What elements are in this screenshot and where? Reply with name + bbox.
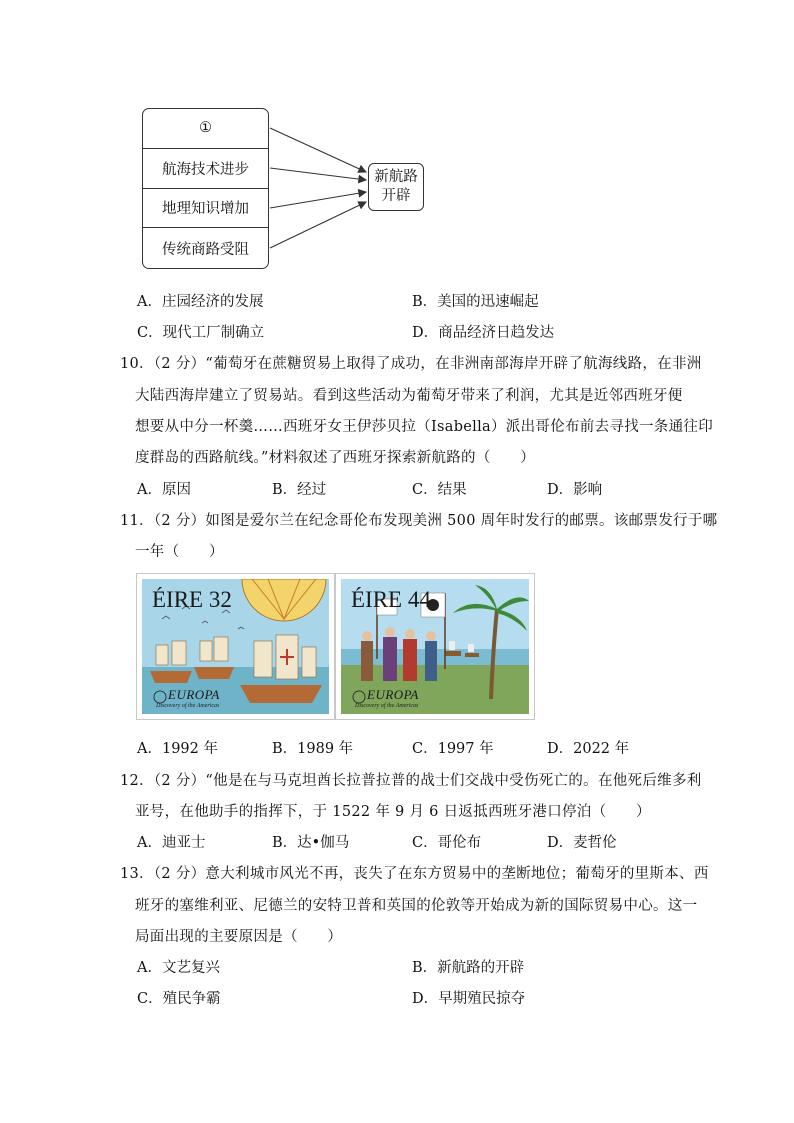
- q12-option-d[interactable]: D．麦哲伦: [547, 835, 617, 851]
- stamp-1-subtitle: Discovery of the Americas: [156, 703, 220, 709]
- factor-geography-knowledge: 地理知识增加: [143, 189, 268, 229]
- q11-option-c[interactable]: C．1997 年: [412, 741, 494, 757]
- q9-option-b[interactable]: B．美国的迅速崛起: [412, 294, 539, 310]
- stamp-2-title: ÉIRE 44: [351, 587, 431, 612]
- q10-option-d[interactable]: D．影响: [547, 482, 603, 498]
- q13-line-1: 13．（2 分）意大利城市风光不再，丧失了在东方贸易中的垄断地位；葡萄牙的里斯本、西: [120, 866, 709, 882]
- q12-option-b[interactable]: B．达•伽马: [272, 835, 350, 851]
- q10-option-b[interactable]: B．经过: [272, 482, 327, 498]
- q9-option-d[interactable]: D．商品经济日趋发达: [412, 325, 555, 341]
- q11-option-d[interactable]: D．2022 年: [547, 741, 630, 757]
- stamp-image: [137, 574, 534, 719]
- arrow-3: [270, 192, 366, 208]
- q11-option-b[interactable]: B．1989 年: [272, 741, 354, 757]
- result-box: [368, 163, 424, 211]
- q13-option-b[interactable]: B．新航路的开辟: [412, 960, 525, 976]
- q13-option-a[interactable]: A．文艺复兴: [137, 960, 220, 976]
- q13-line-3: 局面出现的主要原因是（ ）: [135, 929, 343, 945]
- arrow-1: [270, 128, 366, 172]
- q11-line-2: 一年（ ）: [135, 544, 224, 560]
- q10-line-3: 想要从中分一杯羹……西班牙女王伊莎贝拉（Isabella）派出哥伦布前去寻找一条通往印: [135, 419, 713, 435]
- q13-option-c[interactable]: C．殖民争霸: [137, 991, 221, 1007]
- q11-option-a[interactable]: A．1992 年: [137, 741, 218, 757]
- factor-navigation-tech: 航海技术进步: [143, 149, 268, 189]
- stamp-eire-44: [336, 574, 534, 719]
- arrow-2: [270, 168, 366, 180]
- q10-line-2: 大陆西海岸建立了贸易站。看到这些活动为葡萄牙带来了利润，尤其是近邻西班牙便: [135, 388, 683, 404]
- factor-blank: ①: [143, 109, 268, 149]
- q9-option-a[interactable]: A．庄园经济的发展: [137, 294, 264, 310]
- stamp-1-title: ÉIRE 32: [152, 587, 232, 612]
- q9-option-c[interactable]: C．现代工厂制确立: [137, 325, 265, 341]
- q13-line-2: 班牙的塞维利亚、尼德兰的安特卫普和英国的伦敦等开始成为新的国际贸易中心。这一: [135, 898, 698, 914]
- stamp-1-europa: EUROPA: [168, 687, 220, 702]
- result-line-1: 新航路: [374, 169, 418, 185]
- q10-line-1: 10．（2 分）“葡萄牙在蔗糖贸易上取得了成功，在非洲南部海岸开辟了航海线路，在非洲: [120, 356, 702, 372]
- arrow-4: [270, 202, 366, 248]
- q13-option-d[interactable]: D．早期殖民掠夺: [412, 991, 526, 1007]
- factor-list: [142, 108, 269, 269]
- q12-line-1: 12．（2 分）“他是在与马克坦酋长拉普拉普的战士们交战中受伤死亡的。在他死后维多利: [120, 773, 702, 789]
- q10-line-4: 度群岛的西路航线。”材料叙述了西班牙探索新航路的（ ）: [135, 450, 536, 466]
- stamp-2-subtitle: Discovery of the Americas: [355, 703, 419, 709]
- q12-option-a[interactable]: A．迪亚士: [137, 835, 206, 851]
- q10-option-c[interactable]: C．结果: [412, 482, 467, 498]
- q11-line-1: 11．（2 分）如图是爱尔兰在纪念哥伦布发现美洲 500 周年时发行的邮票。该邮票发行于哪: [120, 513, 718, 529]
- q12-line-2: 亚号，在他助手的指挥下，于 1522 年 9 月 6 日返抵西班牙港口停泊（ ）: [135, 804, 651, 820]
- result-line-2: 开辟: [381, 188, 411, 204]
- stamp-2-europa: EUROPA: [367, 687, 419, 702]
- causes-diagram: [140, 108, 430, 274]
- factor-trade-routes-blocked: 传统商路受阻: [162, 241, 249, 258]
- q12-option-c[interactable]: C．哥伦布: [412, 835, 482, 851]
- q10-option-a[interactable]: A．原因: [137, 482, 191, 498]
- stamp-eire-32: [137, 574, 334, 719]
